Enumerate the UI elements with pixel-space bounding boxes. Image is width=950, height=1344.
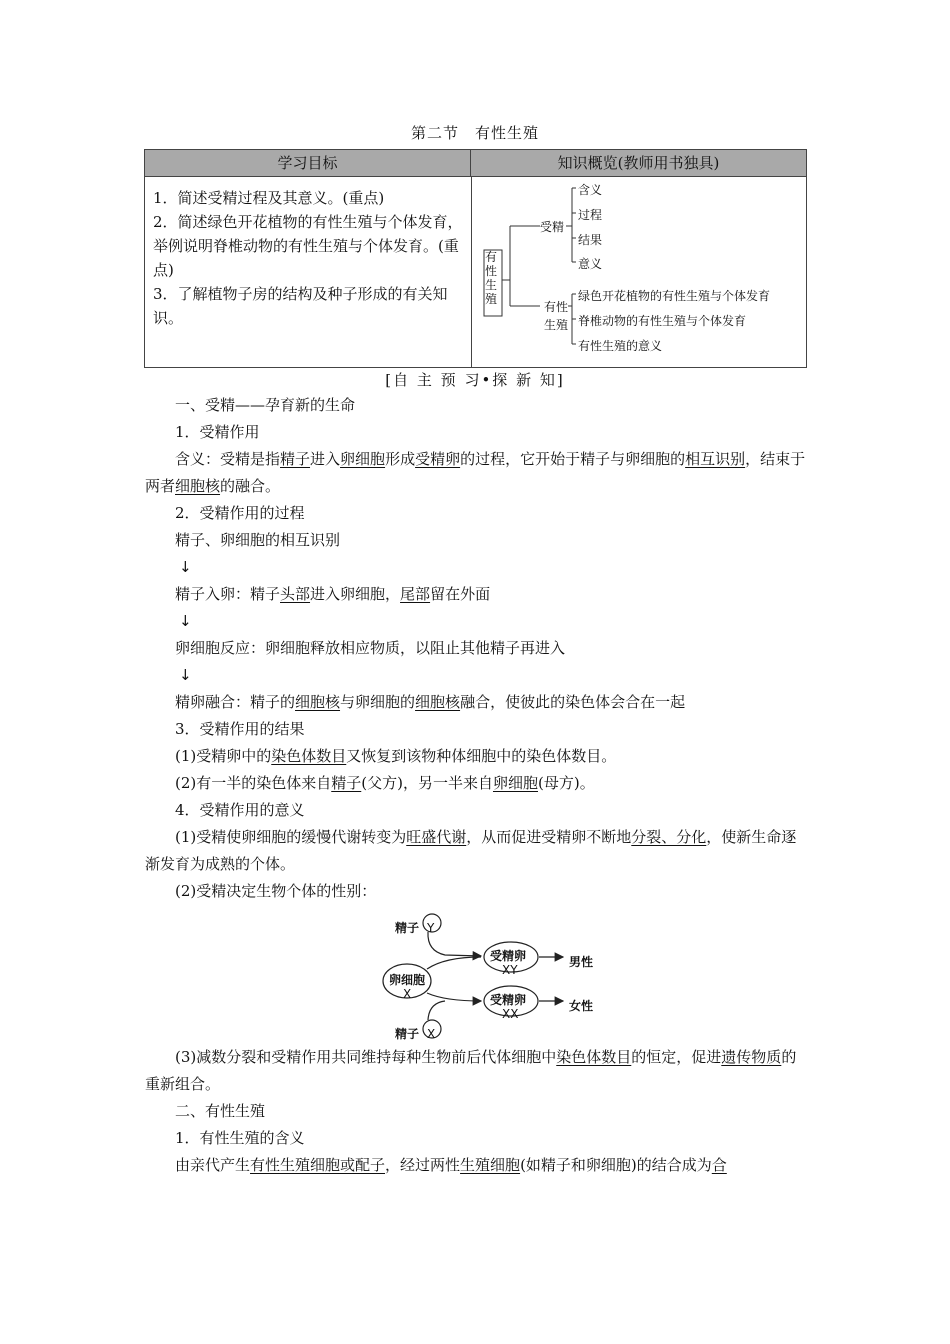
page-title: 第二节 有性生殖 xyxy=(410,124,539,142)
subheading: 1．受精作用 xyxy=(175,423,260,441)
sperm-label: 精子 xyxy=(395,921,420,935)
genotype-xy: XY xyxy=(502,963,518,977)
meaning-item: (2)受精决定生物个体的性别： xyxy=(175,882,377,900)
meaning-item: (3)减数分裂和受精作用共同维持每种生物前后代体细胞中染色体数目的恒定，促进遗传物质的重新组合。 xyxy=(145,1048,797,1093)
process-step: 精子、卵细胞的相互识别 xyxy=(175,531,341,549)
heading: 二、有性生殖 xyxy=(175,1102,266,1120)
heading: 一、受精——孕育新的生命 xyxy=(175,396,356,414)
learning-goals xyxy=(153,186,465,330)
meaning-item: (1)受精使卵细胞的缓慢代谢转变为旺盛代谢，从而促进受精卵不断地分裂、分化，使新生命逐渐发育为成熟的个体。 xyxy=(145,828,797,873)
chromosome-x: X xyxy=(403,987,412,1001)
diagram-lines xyxy=(145,909,808,1044)
goal-item: 1．简述受精过程及其意义。(重点) xyxy=(153,189,385,207)
knowledge-overview-tree xyxy=(472,178,807,367)
tree-branch-sexual-reproduction: 有性生殖 xyxy=(543,300,568,332)
subheading: 3．受精作用的结果 xyxy=(175,720,305,738)
chromosome-x: X xyxy=(427,1027,436,1041)
male-label: 男性 xyxy=(569,955,594,969)
main-content xyxy=(145,392,808,1179)
tree-leaf: 有性生殖的意义 xyxy=(578,339,663,353)
result-item: (2)有一半的染色体来自精子(父方)，另一半来自卵细胞(母方)。 xyxy=(175,774,595,792)
down-arrow-icon: ↓ xyxy=(179,666,192,684)
process-step: 精卵融合：精子的细胞核与卵细胞的细胞核融合，使彼此的染色体会合在一起 xyxy=(175,693,686,711)
definition-paragraph: 含义：受精是指精子进入卵细胞形成受精卵的过程，它开始于精子与卵细胞的相互识别，结束于两者细胞核的融合。 xyxy=(145,450,806,495)
down-arrow-icon: ↓ xyxy=(179,558,192,576)
egg-label: 卵细胞 xyxy=(389,973,426,987)
tree-leaf: 结果 xyxy=(578,233,603,247)
sex-determination-diagram xyxy=(145,909,808,1044)
tree-root: 有性生殖 xyxy=(485,250,498,306)
tree-leaf: 绿色开花植物的有性生殖与个体发育 xyxy=(578,289,771,303)
tree-leaf: 意义 xyxy=(578,257,603,271)
subheading: 2．受精作用的过程 xyxy=(175,504,305,522)
tree-branch-fertilization: 受精 xyxy=(540,220,565,234)
zygote-label: 受精卵 xyxy=(490,949,527,963)
table-header-goals: 学习目标 xyxy=(145,150,471,177)
section-header: [自 主 预 习•探 新 知] xyxy=(385,371,565,389)
table-header-overview: 知识概览(教师用书独具) xyxy=(471,150,806,177)
overview-table xyxy=(144,149,807,368)
genotype-xx: XX xyxy=(502,1007,519,1021)
chromosome-y: Y xyxy=(427,921,435,935)
tree-leaf: 过程 xyxy=(578,208,603,222)
female-label: 女性 xyxy=(569,999,594,1013)
process-step: 精子入卵：精子头部进入卵细胞，尾部留在外面 xyxy=(175,585,491,603)
down-arrow-icon: ↓ xyxy=(179,612,192,630)
result-item: (1)受精卵中的染色体数目又恢复到该物种体细胞中的染色体数目。 xyxy=(175,747,617,765)
zygote-label: 受精卵 xyxy=(490,993,527,1007)
definition-paragraph: 由亲代产生有性生殖细胞或配子，经过两性生殖细胞(如精子和卵细胞)的结合成为合 xyxy=(175,1156,727,1174)
subheading: 4．受精作用的意义 xyxy=(175,801,305,819)
process-step: 卵细胞反应：卵细胞释放相应物质，以阻止其他精子再进入 xyxy=(175,639,566,657)
subheading: 1．有性生殖的含义 xyxy=(175,1129,305,1147)
goal-item: 2．简述绿色开花植物的有性生殖与个体发育，举例说明脊椎动物的有性生殖与个体发育。(重点) xyxy=(153,213,463,279)
tree-leaf: 含义 xyxy=(578,183,603,197)
goal-item: 3．了解植物子房的结构及种子形成的有关知识。 xyxy=(153,285,448,327)
tree-leaf: 脊椎动物的有性生殖与个体发育 xyxy=(578,314,747,328)
sperm-label: 精子 xyxy=(395,1027,420,1041)
